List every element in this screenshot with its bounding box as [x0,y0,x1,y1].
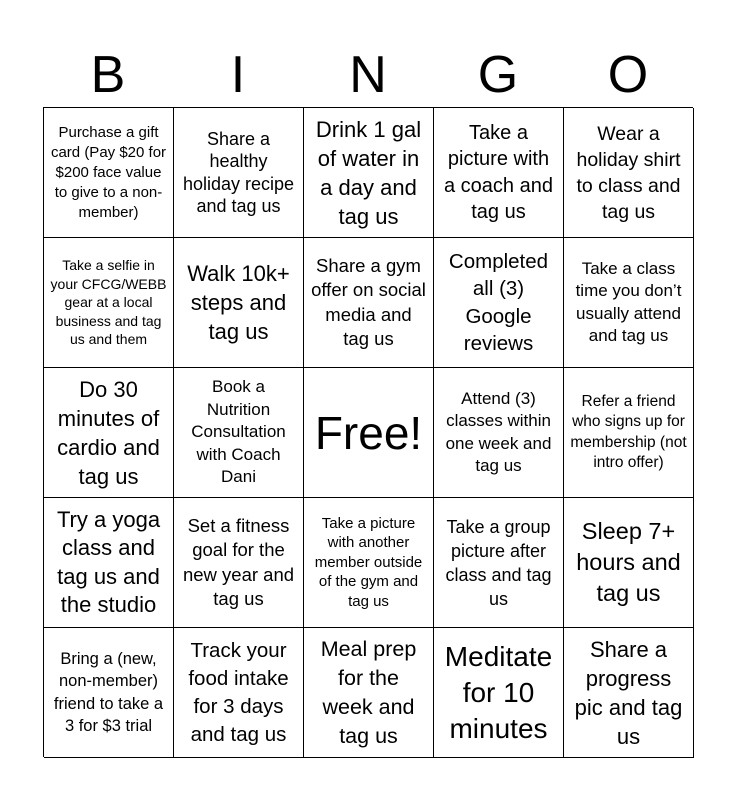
bingo-square-label: Bring a (new, non-member) friend to take a 3 for $3 trial [53,649,164,735]
bingo-square-label: Take a group picture after class and tag us [445,516,552,609]
bingo-square-label: Completed all (3) Google reviews [448,249,549,355]
bingo-title [43,44,693,106]
title-letter-b: B [90,46,126,104]
bingo-square-i4[interactable] [174,498,304,628]
bingo-square-label: Attend (3) classes within one week and tag us [445,388,552,475]
bingo-square-label: Take a picture with a coach and tag us [444,121,553,223]
free-space-label: Free! [314,406,423,459]
title-letter-i: I [230,46,246,104]
bingo-square-o2[interactable] [564,238,694,368]
bingo-square-o3[interactable] [564,368,694,498]
title-letter-o: O [607,46,649,104]
bingo-square-n5[interactable] [304,628,434,758]
bingo-board [43,107,693,757]
bingo-square-b4[interactable] [44,498,174,628]
title-letter-g: G [477,46,519,104]
title-letter-n: N [349,46,387,104]
bingo-square-i3[interactable] [174,368,304,498]
bingo-square-label: Drink 1 gal of water in a day and tag us [315,116,422,229]
bingo-square-label: Share a progress pic and tag us [574,636,683,749]
bingo-square-n1[interactable] [304,108,434,238]
bingo-square-g2[interactable] [434,238,564,368]
bingo-square-label: Wear a holiday shirt to class and tag us [576,122,681,223]
bingo-square-g4[interactable] [434,498,564,628]
bingo-square-b1[interactable] [44,108,174,238]
bingo-square-label: Share a healthy holiday recipe and tag us [182,128,295,216]
bingo-square-label: Set a fitness goal for the new year and tag us [182,514,295,609]
bingo-square-label: Sleep 7+ hours and tag us [576,518,681,606]
bingo-square-g5[interactable] [434,628,564,758]
bingo-square-label: Take a selfie in your CFCG/WEBB gear at a local business and tag us and them [50,257,167,348]
bingo-square-b5[interactable] [44,628,174,758]
bingo-square-i5[interactable] [174,628,304,758]
bingo-square-b3[interactable] [44,368,174,498]
bingo-square-g3[interactable] [434,368,564,498]
bingo-square-label: Share a gym offer on social media and tag us [311,254,426,349]
bingo-square-label: Refer a friend who signs up for membership (not intro offer) [570,392,687,471]
bingo-square-label: Try a yoga class and tag us and the studio [56,506,161,617]
bingo-square-label: Meal prep for the week and tag us [320,636,417,748]
bingo-square-i2[interactable] [174,238,304,368]
bingo-square-label: Track your food intake for 3 days and tag us [188,638,289,746]
bingo-square-label: Purchase a gift card (Pay $20 for $200 face value to give to a non-member) [50,123,167,221]
free-space[interactable] [304,368,434,498]
bingo-square-n4[interactable] [304,498,434,628]
bingo-square-n2[interactable] [304,238,434,368]
bingo-square-label: Do 30 minutes of cardio and tag us [57,376,160,489]
bingo-square-label: Take a picture with another member outside of the gym and tag us [314,514,423,610]
bingo-square-o1[interactable] [564,108,694,238]
bingo-square-i1[interactable] [174,108,304,238]
bingo-square-label: Meditate for 10 minutes [444,640,553,744]
bingo-square-o4[interactable] [564,498,694,628]
bingo-square-g1[interactable] [434,108,564,238]
bingo-square-label: Walk 10k+ steps and tag us [187,261,290,344]
bingo-square-o5[interactable] [564,628,694,758]
bingo-square-label: Take a class time you don’t usually attend and tag us [575,258,682,345]
bingo-square-b2[interactable] [44,238,174,368]
bingo-square-label: Book a Nutrition Consultation with Coach Dani [191,377,286,487]
